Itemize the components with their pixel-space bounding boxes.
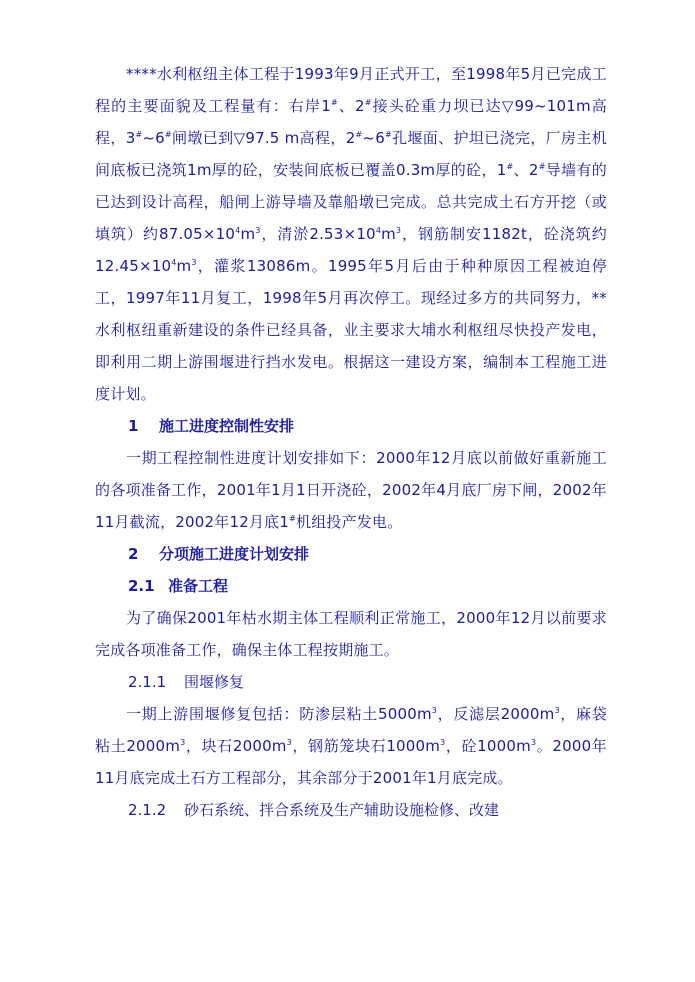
section-number: 2.1 xyxy=(128,577,155,595)
section-number: 2.1.1 xyxy=(128,673,167,691)
section-heading-2 xyxy=(95,538,607,570)
section-1-paragraph: 一期工程控制性进度计划安排如下：2000年12月底以前做好重新施工的各项准备工作，2001年1月1日开浇砼，2002年4月底厂房下闸，2002年11月截流，2002年12月底1#机组投产发电。 xyxy=(95,449,607,531)
section-title: 砂石系统、拌合系统及生产辅助设施检修、改建 xyxy=(184,801,500,819)
section-title: 施工进度控制性安排 xyxy=(159,417,295,435)
section-title: 围堰修复 xyxy=(184,673,245,691)
section-number: 2.1.2 xyxy=(128,801,167,819)
section-number: 2 xyxy=(128,545,139,563)
section-title: 准备工程 xyxy=(168,577,229,595)
section-heading-2-1-1 xyxy=(95,666,607,698)
section-2-1-1-paragraph: 一期上游围堰修复包括：防渗层粘土$5000m^3$，反滤层$2000m^3$，麻袋粘土$2000m^3$，块石$2000m^3$，钢筋笼块石$1000m^3$，砼$1000m^3$。2000年11月底完成土石方工程部分，其余部分于2001年1月底完成。 xyxy=(95,705,608,787)
section-heading-2-1-2 xyxy=(95,794,607,826)
section-title: 分项施工进度计划安排 xyxy=(159,545,310,563)
section-2-1-paragraph: 为了确保2001年枯水期主体工程顺利正常施工，2000年12月以前要求完成各项准备工作，确保主体工程按期施工。 xyxy=(95,609,607,659)
intro-paragraph: ****水利枢纽主体工程于1993年9月正式开工，至1998年5月已完成工程的主要面貌及工程量有：右岸1#、2#接头砼重力坝已达▽99~101m高程，3#~6#闸墩已到▽97.5 m高程，2#~6#孔堰面、护坦已浇完，厂房主机间底板已浇筑1m厚的砼，安装间底板已覆盖0.3m厚的砼，1#、2#导墙有的已达到设计高程，船闸上游导墙及靠船墩已完成。总共完成土石方开挖（或填筑）约$87.05\times 10^4m^3$，清淤$2.53\times 10^4m^3$，钢筋制安1182t，砼浇筑约$12.45\times 10^4m^3$，灌浆13086m。1995年5月后由于种种原因工程被迫停工，1997年11月复工，1998年5月再次停工。现经过多方的共同努力，**水利枢纽重新建设的条件已经具备，业主要求大埔水利枢纽尽快投产发电，即利用二期上游围堰进行挡水发电。根据这一建设方案，编制本工程施工进度计划。 xyxy=(95,65,607,403)
section-number: 1 xyxy=(128,417,139,435)
section-heading-2-1 xyxy=(95,570,607,602)
section-heading-1 xyxy=(95,410,607,442)
document-page xyxy=(95,58,607,826)
